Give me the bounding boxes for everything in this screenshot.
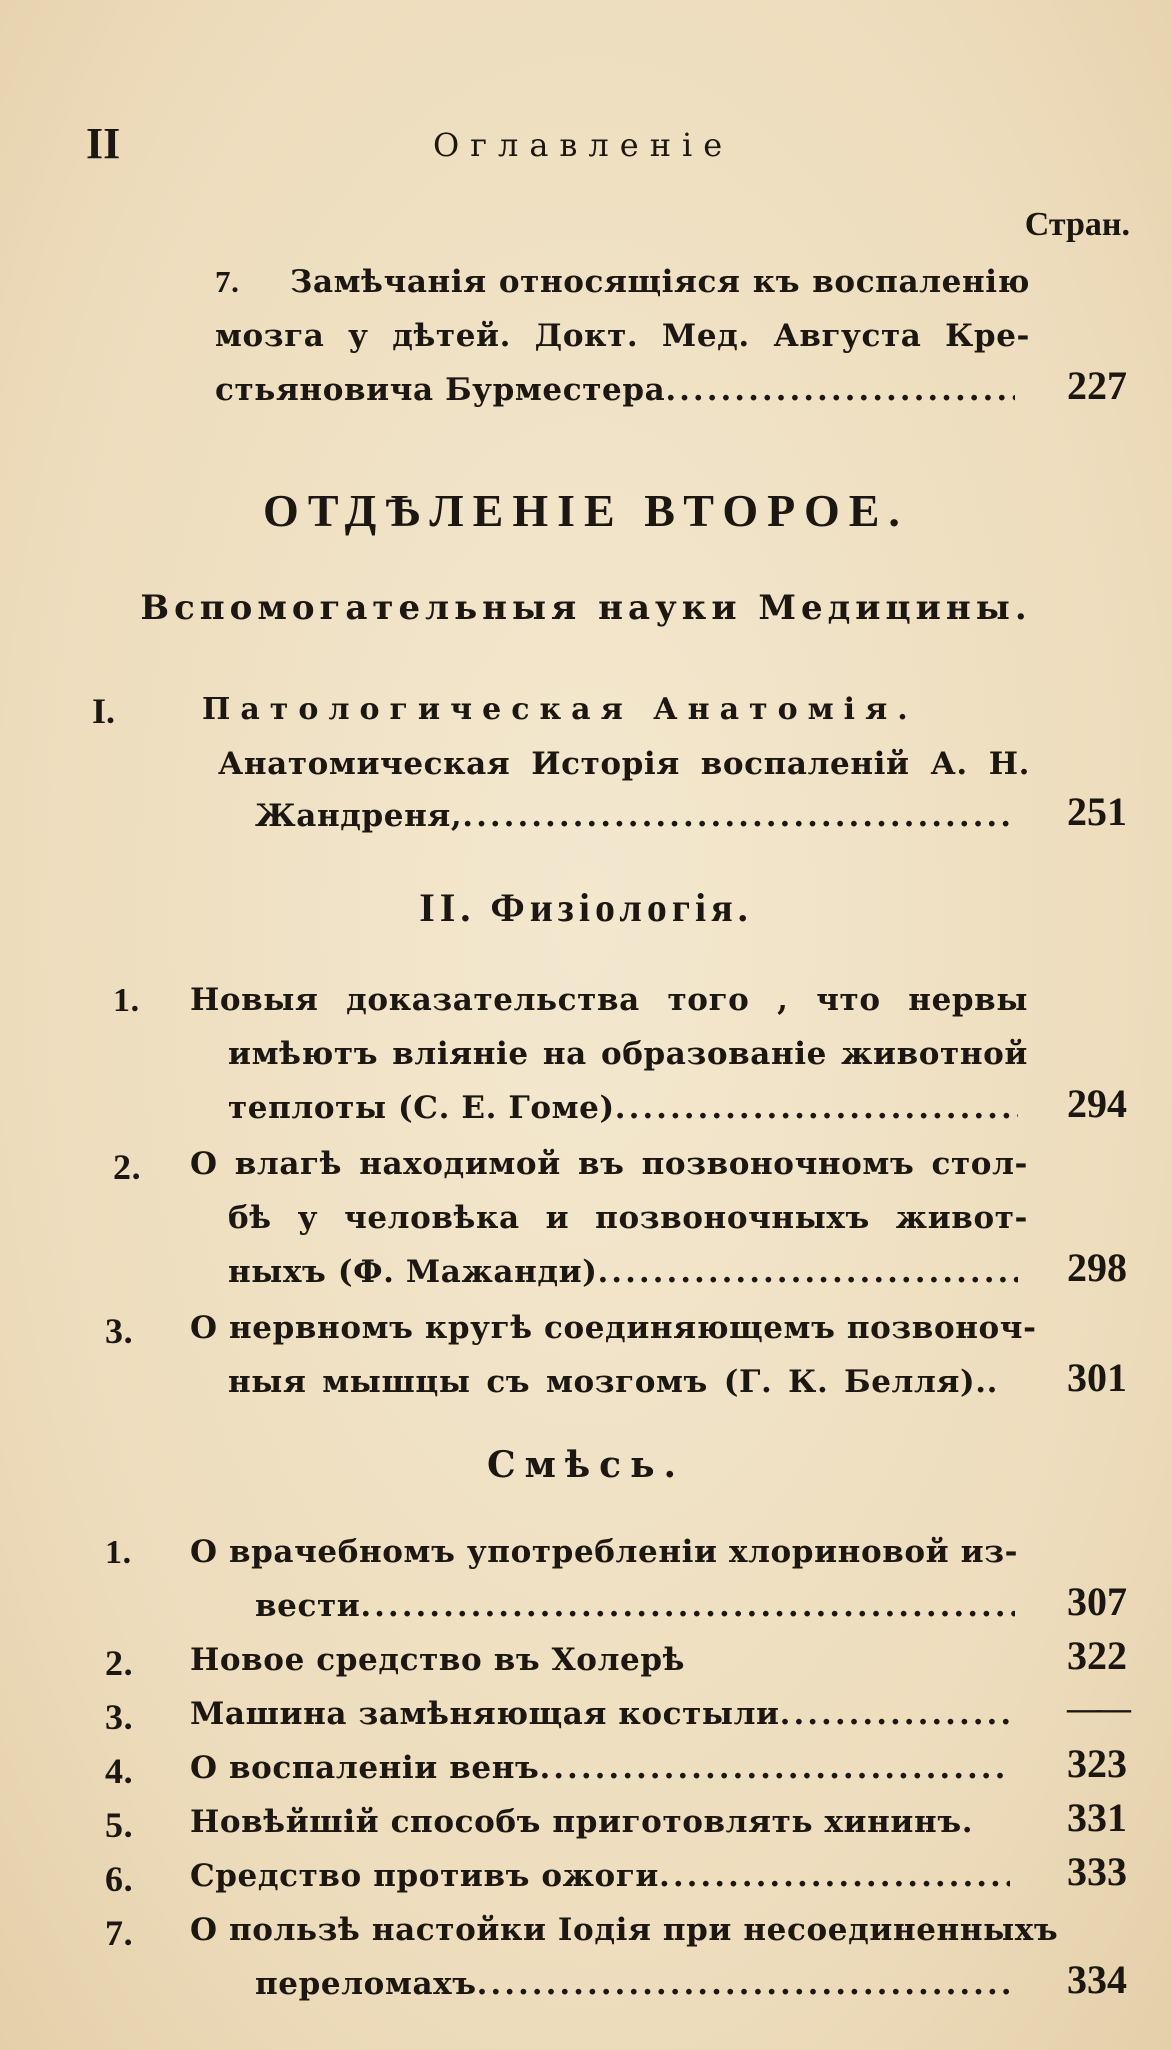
entry-line: Машина замѣняющая костыли bbox=[190, 1696, 780, 1732]
entry-number: 2. bbox=[105, 1643, 134, 1683]
entry-number: 4. bbox=[105, 1751, 134, 1791]
entry-line: бѣ у человѣка и позвоночныхъ живот- bbox=[228, 1200, 1028, 1236]
entry-number: 6. bbox=[105, 1859, 134, 1899]
part-heading: Патологическая Анатомія. bbox=[202, 692, 918, 727]
entry-page: 227 bbox=[1067, 363, 1127, 408]
entry-page: 307 bbox=[1067, 1579, 1127, 1624]
entry-number: 7. bbox=[105, 1913, 134, 1953]
entry-page: 323 bbox=[1067, 1741, 1127, 1786]
entry-line: ныхъ (Ф. Мажанди) bbox=[228, 1254, 598, 1290]
entry-line: мозга у дѣтей. Докт. Мед. Августа Кре- bbox=[215, 318, 1030, 354]
entry-line: О врачебномъ употребленіи хлориновой из- bbox=[190, 1534, 1019, 1570]
toc-row bbox=[255, 1588, 1015, 1624]
entry-line: Средство противъ ожоги bbox=[190, 1858, 660, 1894]
toc-row bbox=[190, 1696, 1010, 1732]
dot-leader bbox=[360, 1588, 1015, 1624]
entry-line: Анатомическая Исторія воспаленій А. Н. bbox=[218, 746, 1030, 782]
dot-leader bbox=[665, 372, 1015, 408]
toc-row bbox=[190, 1750, 1010, 1786]
dot-leader bbox=[477, 1966, 1015, 2002]
entry-line: О влагѣ находимой въ позвоночномъ стол- bbox=[190, 1146, 1028, 1182]
entry-page: 333 bbox=[1067, 1849, 1127, 1894]
dot-leader bbox=[659, 1858, 1010, 1894]
entry-number: 3. bbox=[105, 1697, 134, 1737]
entry-line: О пользѣ настойки Іодія при несоединенныхъ bbox=[190, 1912, 1059, 1948]
page-number: II bbox=[86, 119, 121, 168]
dot-leader bbox=[615, 1090, 1018, 1126]
entry-line: Новыя доказательства того , что нервы bbox=[190, 982, 1028, 1018]
entry-page: 251 bbox=[1067, 789, 1127, 834]
page-title: Оглавленіе bbox=[433, 126, 734, 164]
entry-page: 331 bbox=[1067, 1795, 1127, 1840]
entry-line: переломахъ bbox=[255, 1966, 477, 2002]
entry-number: 7. bbox=[215, 264, 240, 299]
entry-line: вести bbox=[255, 1588, 361, 1624]
toc-row bbox=[215, 372, 1015, 408]
entry-line: имѣютъ вліяніе на образованіе животной bbox=[228, 1036, 1028, 1072]
entry-number: 1. bbox=[113, 982, 140, 1019]
part-number: I. bbox=[92, 691, 116, 731]
entry-page: 294 bbox=[1067, 1081, 1127, 1126]
misc-heading: Смѣсь. bbox=[486, 1444, 686, 1486]
dot-leader bbox=[539, 1750, 1010, 1786]
toc-row bbox=[190, 1642, 1010, 1678]
entry-line: Замѣчанія относящіяся къ воспаленію bbox=[290, 264, 1030, 300]
entry-page: 298 bbox=[1067, 1245, 1127, 1290]
entry-line: Новое средство въ Холерѣ bbox=[190, 1642, 686, 1678]
entry-line: Жандреня, bbox=[255, 798, 463, 834]
toc-row bbox=[190, 1858, 1010, 1894]
dot-leader bbox=[462, 798, 1015, 834]
entry-line: О нервномъ кругѣ соединяющемъ позвоноч- bbox=[190, 1310, 1037, 1346]
toc-row bbox=[228, 1254, 1018, 1290]
toc-row bbox=[255, 1966, 1015, 2002]
entry-page: 334 bbox=[1067, 1957, 1127, 2002]
entry-line: О воспаленіи венъ bbox=[190, 1750, 540, 1786]
part-heading: II. Физіологія. bbox=[419, 885, 753, 930]
entry-number: 5. bbox=[105, 1805, 134, 1845]
section-subtitle: Вспомогательныя науки Медицины. bbox=[140, 588, 1032, 628]
dot-leader bbox=[780, 1696, 1010, 1732]
entry-number: 2. bbox=[113, 1147, 142, 1187]
entry-number: 3. bbox=[105, 1311, 134, 1351]
dot-leader bbox=[598, 1254, 1019, 1290]
column-label: Стран. bbox=[1024, 206, 1130, 243]
entry-line: стьяновича Бурместера bbox=[215, 372, 666, 408]
entry-page: 322 bbox=[1067, 1633, 1127, 1678]
toc-row bbox=[228, 1090, 1018, 1126]
entry-line: ныя мышцы съ мозгомъ (Г. К. Белля).. bbox=[228, 1364, 998, 1400]
section-title: ОТДѢЛЕНІЕ ВТОРОЕ. bbox=[263, 485, 909, 536]
entry-number: 1. bbox=[105, 1534, 132, 1571]
entry-line: Новѣйшій способъ приготовлять хининъ. bbox=[190, 1804, 974, 1840]
toc-row bbox=[255, 798, 1015, 834]
entry-page: 301 bbox=[1067, 1355, 1127, 1400]
entry-page: —— bbox=[1067, 1690, 1127, 1727]
entry-line: теплоты (С. Е. Гоме) bbox=[228, 1090, 615, 1126]
